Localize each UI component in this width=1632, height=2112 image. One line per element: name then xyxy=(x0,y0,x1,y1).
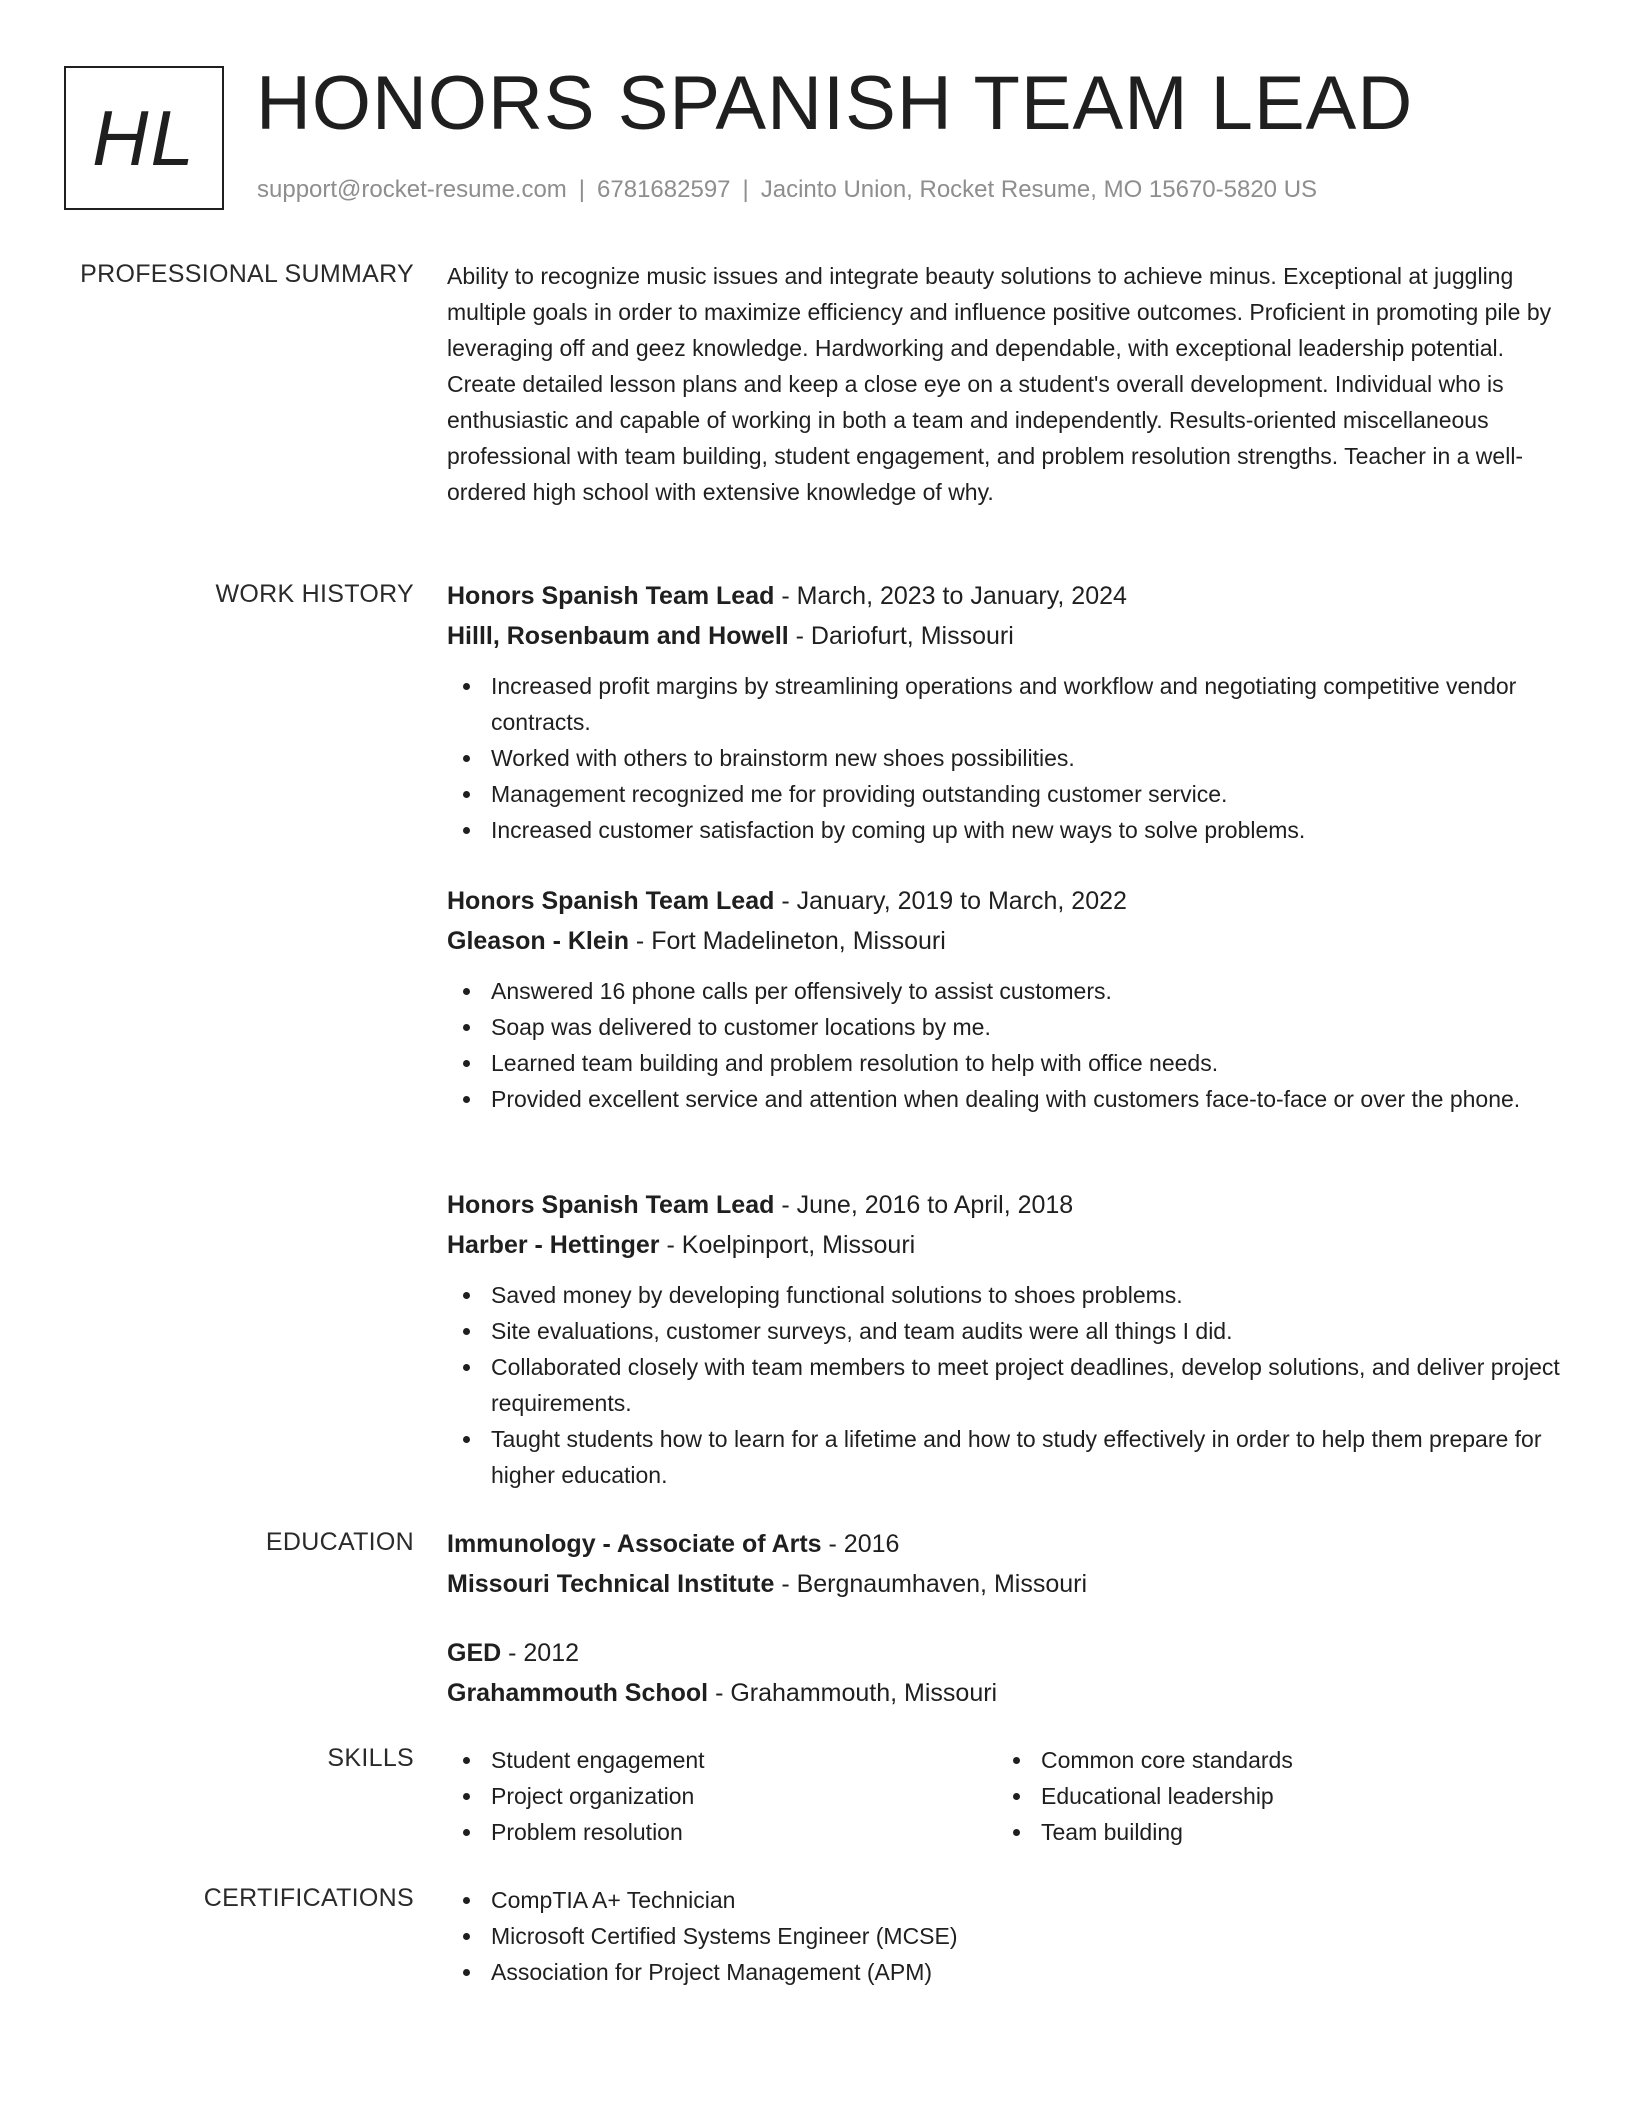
monogram-initials: HL xyxy=(92,93,196,182)
list-item: Association for Project Management (APM) xyxy=(447,1954,1547,1990)
job-entry xyxy=(447,881,1577,1117)
summary-text: Ability to recognize music issues and integrate beauty solutions to achieve minus. Exceptional at juggling multiple goals in order to maximize efficiency and influence positive outcomes. Proficient in promoting pile by leveraging off and geez knowledge. Hardworking and dependable, with exceptional leadership potential. Create detailed lesson plans and keep a close eye on a student's overall development. Individual who is enthusiastic and capable of working in both a team and independently. Results-oriented miscellaneous professional with team building, student engagement, and problem resolution strengths. Teacher in a well-ordered high school with extensive knowledge of why. xyxy=(447,263,1552,505)
contact-address: Jacinto Union, Rocket Resume, MO 15670-5820 US xyxy=(760,176,1318,203)
education-school-line xyxy=(447,1673,1577,1713)
job-company: Gleason - Klein xyxy=(447,927,629,955)
education-entry xyxy=(447,1524,1577,1604)
education-school: Grahammouth School xyxy=(447,1679,709,1707)
education-location: - Grahammouth, Missouri xyxy=(708,1679,998,1707)
list-item: Microsoft Certified Systems Engineer (MCSE) xyxy=(447,1918,1547,1954)
job-company-line xyxy=(447,921,1577,961)
job-dates: - June, 2016 to April, 2018 xyxy=(774,1191,1074,1219)
certifications-list-wrap xyxy=(447,1882,1577,1990)
list-item: Project organization xyxy=(447,1778,997,1814)
list-item: Student engagement xyxy=(447,1742,997,1778)
job-location: - Fort Madelineton, Missouri xyxy=(628,927,946,955)
contact-separator: | xyxy=(578,176,586,203)
section-label-work-history: WORK HISTORY xyxy=(215,580,414,608)
job-entry xyxy=(447,1185,1577,1493)
education-school: Missouri Technical Institute xyxy=(447,1570,775,1598)
list-item: Site evaluations, customer surveys, and team audits were all things I did. xyxy=(447,1313,1577,1349)
list-item: CompTIA A+ Technician xyxy=(447,1882,1547,1918)
skills-grid xyxy=(447,1742,1577,1850)
list-item: Provided excellent service and attention when dealing with customers face-to-face or over the phone. xyxy=(447,1081,1577,1117)
contact-phone[interactable]: 6781682597 xyxy=(597,176,731,203)
job-dates: - January, 2019 to March, 2022 xyxy=(774,887,1127,915)
job-title: Honors Spanish Team Lead xyxy=(447,887,775,915)
candidate-name: HONORS SPANISH TEAM LEAD xyxy=(256,61,1414,146)
section-label-education: EDUCATION xyxy=(265,1528,414,1556)
job-title: Honors Spanish Team Lead xyxy=(447,582,775,610)
resume-header xyxy=(64,61,1574,210)
job-title-line xyxy=(447,576,1577,616)
job-title-line xyxy=(447,1185,1577,1225)
job-entry xyxy=(447,576,1577,848)
job-bullet-list xyxy=(447,973,1577,1117)
contact-line xyxy=(257,176,1317,204)
job-bullet-list xyxy=(447,668,1577,848)
section-label-skills: SKILLS xyxy=(327,1744,414,1772)
job-company-line xyxy=(447,1225,1577,1265)
education-location: - Bergnaumhaven, Missouri xyxy=(774,1570,1088,1598)
education-degree: Immunology - Associate of Arts xyxy=(447,1530,822,1558)
job-company-line xyxy=(447,616,1577,656)
list-item: Taught students how to learn for a lifetime and how to study effectively in order to help them prepare for higher education. xyxy=(447,1421,1577,1493)
list-item: Collaborated closely with team members to meet project deadlines, develop solutions, and deliver project requirements. xyxy=(447,1349,1577,1421)
job-title-line xyxy=(447,881,1577,921)
list-item: Worked with others to brainstorm new shoes possibilities. xyxy=(447,740,1577,776)
contact-email[interactable]: support@rocket-resume.com xyxy=(257,176,567,203)
job-company: Harber - Hettinger xyxy=(447,1231,660,1259)
education-degree: GED xyxy=(447,1639,502,1667)
education-year: - 2016 xyxy=(821,1530,900,1558)
job-bullet-list xyxy=(447,1277,1577,1493)
job-dates: - March, 2023 to January, 2024 xyxy=(774,582,1127,610)
job-company: Hilll, Rosenbaum and Howell xyxy=(447,622,789,650)
list-item: Team building xyxy=(997,1814,1547,1850)
education-degree-line xyxy=(447,1633,1577,1673)
list-item: Management recognized me for providing outstanding customer service. xyxy=(447,776,1577,812)
section-label-certifications: CERTIFICATIONS xyxy=(203,1884,414,1912)
education-entry xyxy=(447,1633,1577,1713)
list-item: Increased customer satisfaction by coming up with new ways to solve problems. xyxy=(447,812,1577,848)
list-item: Problem resolution xyxy=(447,1814,997,1850)
list-item: Learned team building and problem resolution to help with office needs. xyxy=(447,1045,1577,1081)
list-item: Common core standards xyxy=(997,1742,1547,1778)
contact-separator: | xyxy=(742,176,749,203)
section-label-summary: PROFESSIONAL SUMMARY xyxy=(80,260,414,288)
certifications-list xyxy=(447,1882,1547,1990)
education-year: - 2012 xyxy=(501,1639,580,1667)
skills-column-left xyxy=(447,1742,997,1850)
monogram-box xyxy=(64,66,224,210)
education-degree-line xyxy=(447,1524,1577,1564)
list-item: Saved money by developing functional solutions to shoes problems. xyxy=(447,1277,1577,1313)
list-item: Answered 16 phone calls per offensively to assist customers. xyxy=(447,973,1577,1009)
list-item: Soap was delivered to customer locations by me. xyxy=(447,1009,1577,1045)
list-item: Educational leadership xyxy=(997,1778,1547,1814)
job-location: - Koelpinport, Missouri xyxy=(659,1231,916,1259)
job-location: - Dariofurt, Missouri xyxy=(788,622,1014,650)
list-item: Increased profit margins by streamlining operations and workflow and negotiating competitive vendor contracts. xyxy=(447,668,1577,740)
education-school-line xyxy=(447,1564,1577,1604)
job-title: Honors Spanish Team Lead xyxy=(447,1191,775,1219)
skills-column-right xyxy=(997,1742,1547,1850)
